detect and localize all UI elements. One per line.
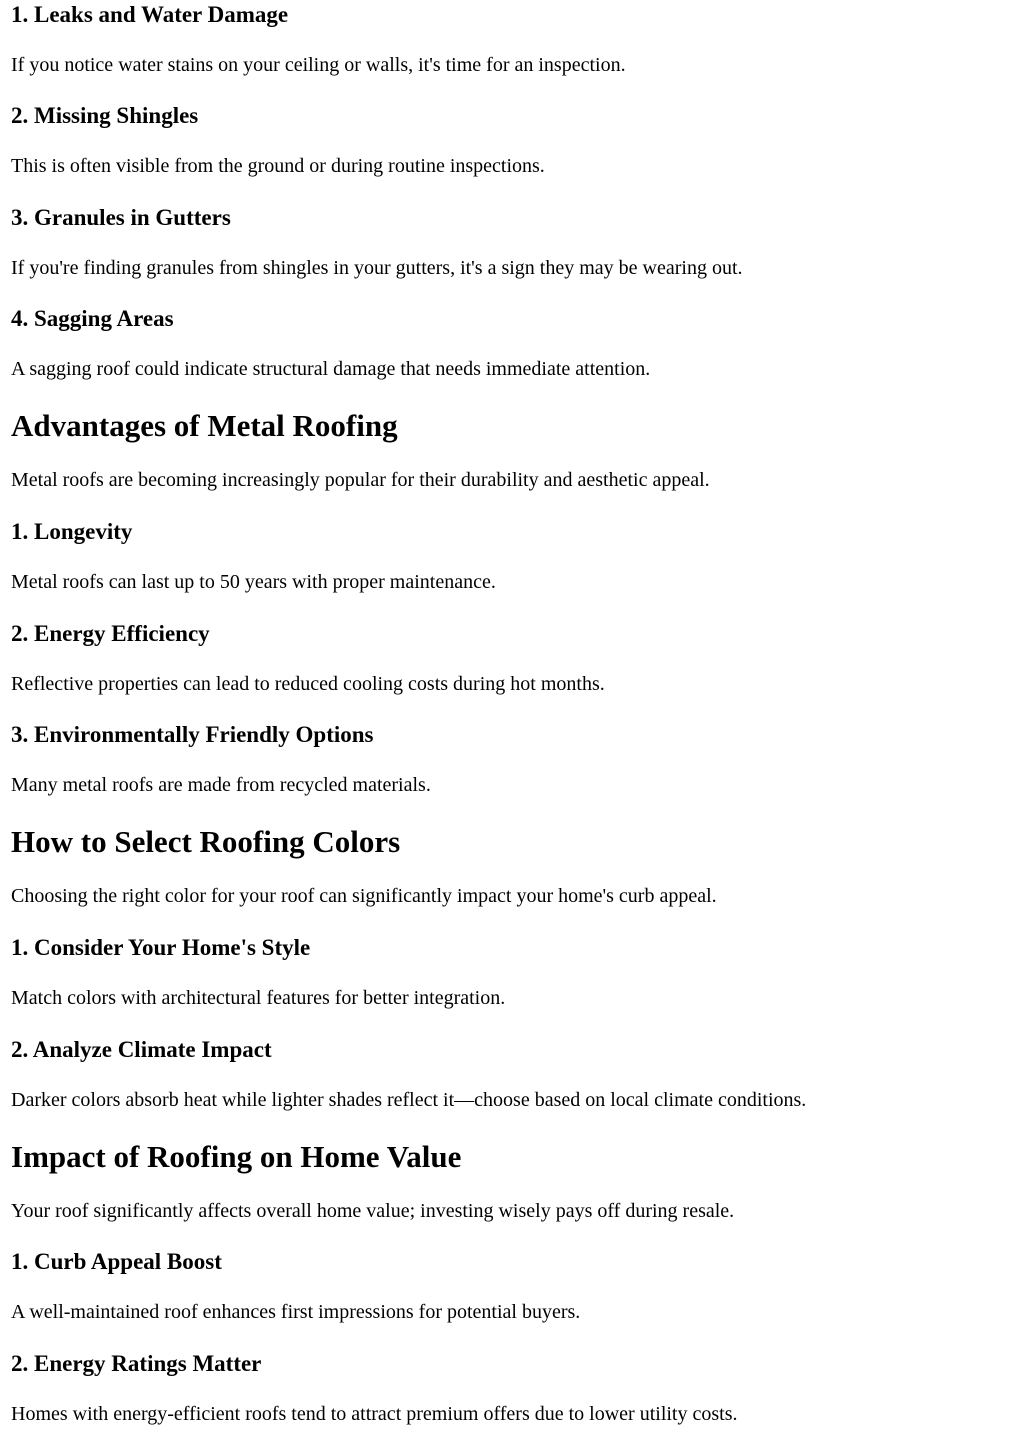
paragraph-sagging-areas: A sagging roof could indicate structural damage that needs immediate attention. xyxy=(11,358,651,380)
heading-leaks-water-damage: 1. Leaks and Water Damage xyxy=(11,2,289,27)
heading-granules-gutters: 3. Granules in Gutters xyxy=(11,205,231,230)
heading-environmentally-friendly: 3. Environmentally Friendly Options xyxy=(11,722,374,747)
article-content xyxy=(0,1,1024,1426)
paragraph-home-value-intro: Your roof significantly affects overall home value; investing wisely pays off during resale. xyxy=(11,1200,735,1222)
heading-longevity: 1. Longevity xyxy=(11,519,133,544)
paragraph-roofing-colors-intro: Choosing the right color for your roof can significantly impact your home's curb appeal. xyxy=(11,885,717,907)
heading-climate-impact: 2. Analyze Climate Impact xyxy=(11,1037,272,1062)
heading-energy-efficiency: 2. Energy Efficiency xyxy=(11,621,210,646)
paragraph-metal-roofing-intro: Metal roofs are becoming increasingly popular for their durability and aesthetic appeal. xyxy=(11,469,710,491)
paragraph-leaks-water-damage: If you notice water stains on your ceiling or walls, it's time for an inspection. xyxy=(11,54,626,76)
heading-missing-shingles: 2. Missing Shingles xyxy=(11,103,199,128)
heading-home-style: 1. Consider Your Home's Style xyxy=(11,935,311,960)
paragraph-missing-shingles: This is often visible from the ground or during routine inspections. xyxy=(11,155,545,177)
section-heading-metal-roofing: Advantages of Metal Roofing xyxy=(11,408,398,443)
paragraph-curb-appeal: A well-maintained roof enhances first impressions for potential buyers. xyxy=(11,1301,581,1323)
paragraph-longevity: Metal roofs can last up to 50 years with proper maintenance. xyxy=(11,571,496,593)
paragraph-granules-gutters: If you're finding granules from shingles in your gutters, it's a sign they may be wearing out. xyxy=(11,257,743,279)
section-heading-roofing-colors: How to Select Roofing Colors xyxy=(11,824,401,859)
section-heading-home-value: Impact of Roofing on Home Value xyxy=(11,1139,462,1174)
paragraph-energy-efficiency: Reflective properties can lead to reduced cooling costs during hot months. xyxy=(11,673,605,695)
heading-curb-appeal: 1. Curb Appeal Boost xyxy=(11,1249,222,1274)
paragraph-environmentally-friendly: Many metal roofs are made from recycled materials. xyxy=(11,774,431,796)
heading-sagging-areas: 4. Sagging Areas xyxy=(11,306,174,331)
paragraph-home-style: Match colors with architectural features for better integration. xyxy=(11,987,506,1009)
paragraph-climate-impact: Darker colors absorb heat while lighter shades reflect it—choose based on local climate conditions. xyxy=(11,1089,807,1111)
paragraph-energy-ratings: Homes with energy-efficient roofs tend to attract premium offers due to lower utility costs. xyxy=(11,1403,738,1425)
heading-energy-ratings: 2. Energy Ratings Matter xyxy=(11,1351,262,1376)
